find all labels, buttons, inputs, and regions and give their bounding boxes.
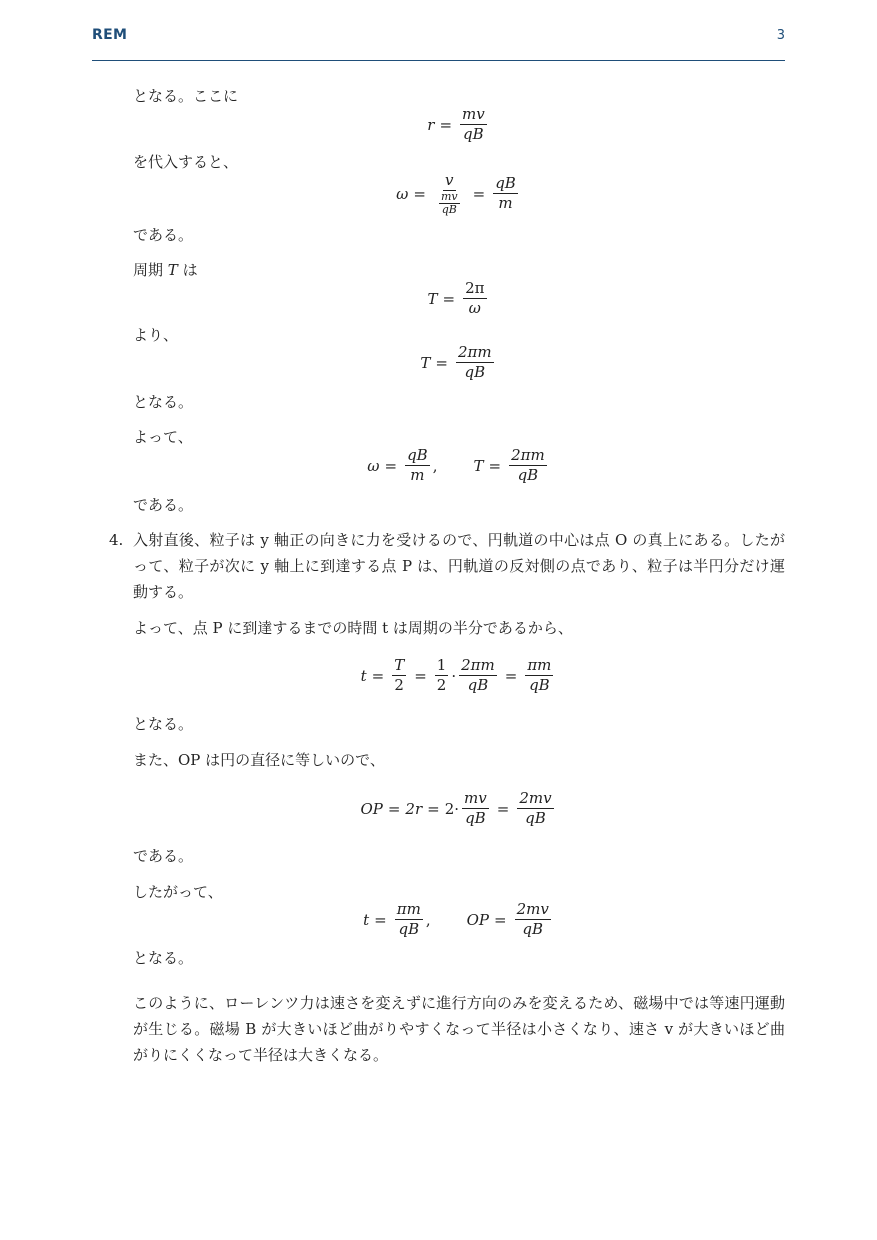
text-line: を代入すると、 — [133, 153, 239, 171]
page-number: 3 — [776, 28, 785, 43]
equation-r: r = $\frac{mv}{qB}$ — [427, 105, 485, 143]
equation-period-2: T = $\frac{2\pi m}{qB}$ — [420, 343, 492, 381]
item-paragraph: 入射直後、粒子は y 軸正の向きに力を受けるので、円軌道の中心は点 O の真上にある。したがって、粒子が次に y 軸上に到達する点 P は、円軌道の反対側の点であり、粒子は半円分だけ運動する。 — [133, 531, 785, 601]
text-line: また、OP は円の直径に等しいので、 — [133, 751, 385, 769]
text-line: よって、点 P に到達するまでの時間 t は周期の半分であるから、 — [133, 619, 573, 637]
header-rule — [92, 60, 785, 61]
text-line: より、 — [133, 326, 179, 344]
item-number: 4. — [109, 531, 124, 549]
equation-omega: ω = $\frac{v}{\frac{mv}{qB}}$ = $\frac{qB}{m}$ — [396, 171, 516, 216]
equation-period: T = $\frac{2\pi}{\omega}$ — [427, 279, 485, 317]
summary-paragraph: このように、ローレンツ力は速さを変えずに進行方向のみを変えるため、磁場中では等速円運動が生じる。磁場 B が大きいほど曲がりやすくなって半径は小さくなり、速さ v が大きいほど曲がりにくくなって半径は大きくなる。 — [133, 994, 785, 1064]
equation-op: OP = 2r = 2 · $\frac{mv}{qB}$ = $\frac{2mv}{qB}$ — [360, 789, 552, 827]
text-line: となる。 — [133, 393, 194, 411]
text-line: 周期 T は — [133, 261, 198, 279]
text-line: よって、 — [133, 428, 193, 446]
header-brand: REM — [92, 27, 128, 43]
equation-t-op: t = $\frac{\pi m}{qB}$ , OP = $\frac{2mv}{qB}$ — [363, 900, 549, 938]
text-line: である。 — [133, 496, 194, 514]
text-line: となる。ここに — [133, 87, 239, 105]
equation-time: t = $\frac{T}{2}$ = $\frac{1}{2}$ · $\frac{2\pi m}{qB}$ = $\frac{\pi m}{qB}$ — [360, 656, 552, 694]
text-line: となる。 — [133, 715, 194, 733]
text-line: である。 — [133, 847, 194, 865]
text-line: となる。 — [133, 949, 194, 967]
equation-omega-T: ω = $\frac{qB}{m}$ , T = $\frac{2\pi m}{qB}$ — [367, 446, 545, 484]
text-line: である。 — [133, 226, 194, 244]
text-line: したがって、 — [133, 883, 223, 901]
